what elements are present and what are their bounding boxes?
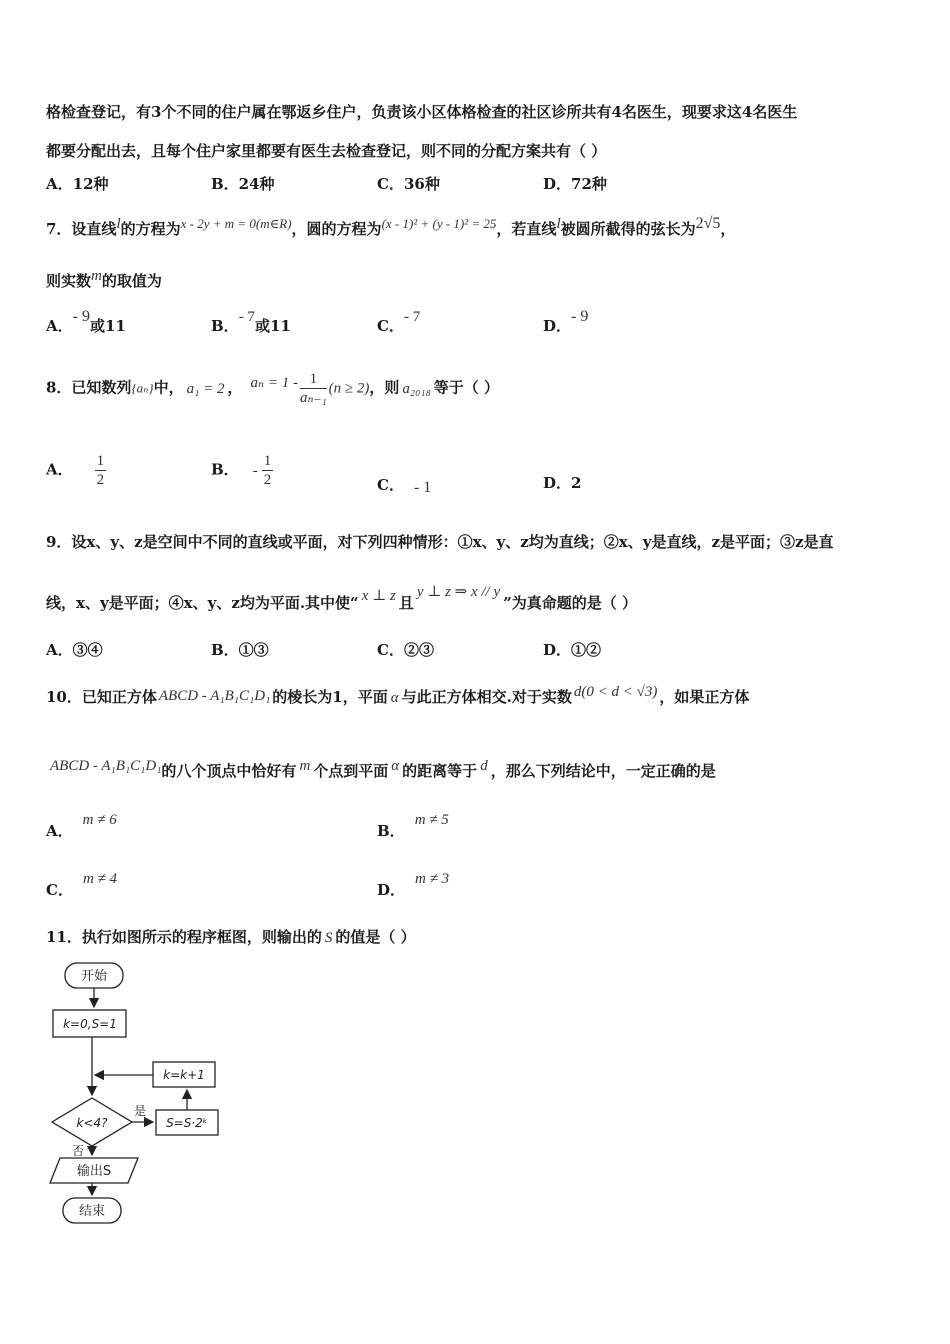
- q10-text-4: ，如果正方体: [659, 688, 750, 706]
- q6-line-1: 格检查登记，有3个不同的住户属在鄂返乡住户，负责该小区体格检查的社区诊所共有4名医生，现要求这4名医生: [46, 103, 798, 121]
- q7-text-1: 7．设直线: [46, 220, 117, 238]
- q10-stem-line-2: [50, 760, 716, 781]
- q9-option-b: B．①③: [211, 641, 269, 659]
- q10-text-2: 的棱长为1，平面: [272, 688, 388, 706]
- q8-fraction: [300, 370, 327, 407]
- flow-start-label: 开始: [80, 969, 108, 984]
- q10-cube-name: ABCD - A₁B₁C₁D₁: [158, 688, 271, 704]
- q8-option-b-numerator: 1: [263, 453, 272, 469]
- flow-cond-label: k<4?: [76, 1116, 108, 1130]
- q7-option-a: [46, 308, 126, 336]
- q8-option-a: [46, 452, 106, 489]
- q7-text-7: 则实数: [46, 272, 92, 290]
- q8-stem: [46, 370, 499, 407]
- q6-option-d: D．72种: [543, 175, 607, 193]
- q10-option-a-value: m ≠ 6: [82, 812, 117, 828]
- q7-option-c: [377, 309, 421, 336]
- q10-text-5: 的八个顶点中恰好有: [161, 762, 297, 780]
- q10-text-6: 个点到平面: [313, 762, 389, 780]
- flow-yes-label: 是: [133, 1104, 147, 1118]
- q8-a2018: a₂₀₁₈: [402, 380, 431, 397]
- flow-no-label: 否: [71, 1144, 85, 1158]
- q7-stem-line-1: [46, 215, 736, 239]
- q11-text-2: 的值是（ ）: [335, 928, 416, 946]
- q9-text-1: 线，x、y是平面；④x、y、z均为平面.其中使“: [46, 594, 359, 612]
- q9-condition-2: y ⊥ z ⇒ x // y: [416, 584, 501, 600]
- q7-line-symbol-2: l: [556, 216, 561, 232]
- q7-option-b: [211, 309, 291, 336]
- q10-option-a: [46, 812, 117, 841]
- q8-sequence: {aₙ}: [131, 380, 154, 396]
- q7-line-symbol: l: [116, 216, 121, 232]
- q6-option-a: A．12种: [46, 175, 109, 193]
- q10-d: d: [480, 758, 488, 774]
- q9-option-c: C．②③: [377, 641, 434, 659]
- q10-option-c: [46, 871, 118, 900]
- q7-m-symbol: m: [91, 268, 102, 284]
- q9-text-2: ”为真命题的是（ ）: [503, 594, 637, 612]
- q10-option-a-label: A．: [46, 822, 73, 840]
- q6-option-b: B．24种: [211, 175, 275, 193]
- q10-option-b: [377, 812, 449, 841]
- q9-option-d: D．①②: [543, 641, 602, 659]
- q10-cube-name-2: ABCD - A₁B₁C₁D₁: [50, 758, 162, 774]
- q11-text-1: 11．执行如图所示的程序框图，则输出的: [46, 928, 322, 946]
- q10-option-d: [377, 871, 450, 900]
- q10-text-8: ，那么下列结论中，一定正确的是: [490, 762, 716, 780]
- q6-line-2: 都要分配出去，且每个住户家里都要有医生去检查登记，则不同的分配方案共有（ ）: [46, 142, 607, 160]
- q10-text-7: 的距离等于: [402, 762, 478, 780]
- q8-fraction-numerator: 1: [300, 370, 327, 389]
- q7-option-b-value: - 7: [238, 309, 255, 325]
- q8-text-4: 等于（ ）: [433, 378, 500, 397]
- q10-option-b-label: B．: [377, 822, 405, 840]
- flow-update-s-label: S=S·2ᵏ: [166, 1116, 208, 1130]
- q7-option-c-value: - 7: [403, 309, 421, 325]
- q7-text-5: 被圆所截得的弦长为: [560, 220, 696, 238]
- q7-option-d: [543, 308, 589, 336]
- flow-output-label: 输出S: [76, 1164, 112, 1179]
- q7-text-8: 的取值为: [101, 272, 162, 290]
- q10-stem-line-1: [46, 686, 749, 707]
- q7-option-b-tail: 或11: [254, 317, 291, 335]
- q8-text-2: 中，: [153, 378, 184, 397]
- q7-stem-line-2: [46, 270, 162, 291]
- q8-option-a-fraction: [95, 452, 107, 489]
- q8-fraction-denominator: aₙ₋₁: [299, 390, 327, 406]
- q8-option-b-label: B．: [211, 460, 239, 479]
- q8-comma: ，: [227, 378, 243, 397]
- q7-text-2: 的方程为: [120, 220, 181, 238]
- q7-line-equation: x - 2y + m = 0(m∈R): [180, 216, 292, 231]
- q11-flowchart: [40, 955, 240, 1230]
- q7-option-d-value: - 9: [571, 308, 589, 325]
- q8-an: aₙ = 1 -: [250, 374, 298, 391]
- q9-option-a: A．③④: [46, 641, 103, 659]
- q8-option-a-denominator: 2: [96, 472, 105, 488]
- flow-init-label: k=0,S=1: [63, 1017, 117, 1031]
- q10-option-c-value: m ≠ 4: [82, 871, 118, 887]
- q10-d-range: d(0 < d < √3): [573, 684, 658, 700]
- q8-option-a-numerator: 1: [96, 453, 105, 469]
- q8-text-3: ，则: [369, 378, 400, 397]
- q10-option-b-value: m ≠ 5: [414, 812, 449, 828]
- q7-text-3: ，圆的方程为: [291, 220, 382, 238]
- q11-stem: [46, 926, 416, 947]
- flow-update-k-label: k=k+1: [163, 1068, 205, 1082]
- q8-option-a-label: A．: [46, 460, 73, 479]
- q8-option-b-denominator: 2: [263, 472, 272, 488]
- q6-option-c: C．36种: [377, 175, 440, 193]
- q10-option-d-label: D．: [377, 881, 406, 899]
- q9-text-and: 且: [398, 594, 414, 612]
- q8-option-c: [377, 474, 431, 495]
- q7-circle-equation: (x - 1)² + (y - 1)² = 25: [381, 216, 497, 231]
- q7-option-a-value: - 9: [72, 308, 90, 325]
- q10-text-3: 与此正方体相交.对于实数: [401, 688, 572, 706]
- q9-condition-1: x ⊥ z: [361, 588, 396, 604]
- q7-option-a-label: A．: [46, 317, 73, 335]
- q7-option-b-label: B．: [211, 317, 239, 335]
- q8-option-b-fraction: [262, 452, 274, 489]
- q8-a1: a₁ = 2: [186, 380, 225, 397]
- q9-stem-line-2: [46, 584, 637, 613]
- q7-text-6: ，: [720, 220, 736, 238]
- q10-text-1: 10．已知正方体: [46, 688, 157, 706]
- q10-alpha: α: [390, 690, 399, 706]
- q8-condition: (n ≥ 2): [328, 380, 370, 397]
- q8-option-b: [211, 452, 273, 489]
- q7-option-d-label: D．: [543, 317, 572, 335]
- q9-stem-line-1: 9．设x、y、z是空间中不同的直线或平面，对下列四种情形：①x、y、z均为直线；②x、y是直线，z是平面；③z是直: [46, 533, 834, 551]
- q7-option-a-tail: 或11: [89, 317, 126, 335]
- q8-option-d: D．2: [543, 474, 582, 492]
- q8-option-c-label: C．: [377, 476, 404, 494]
- q10-option-c-label: C．: [46, 881, 73, 899]
- q10-alpha-2: α: [391, 758, 400, 774]
- q7-chord-length: 2√5: [695, 215, 721, 232]
- flow-end-label: 结束: [78, 1204, 106, 1219]
- q8-option-c-value: - 1: [413, 479, 432, 496]
- q8-option-b-sign: -: [252, 462, 258, 479]
- q8-text-1: 8．已知数列: [46, 378, 132, 397]
- q11-s-symbol: S: [324, 930, 333, 946]
- q7-text-4: ，若直线: [496, 220, 557, 238]
- q10-option-d-value: m ≠ 3: [415, 871, 450, 887]
- q7-option-c-label: C．: [377, 317, 404, 335]
- q10-m: m: [299, 758, 311, 774]
